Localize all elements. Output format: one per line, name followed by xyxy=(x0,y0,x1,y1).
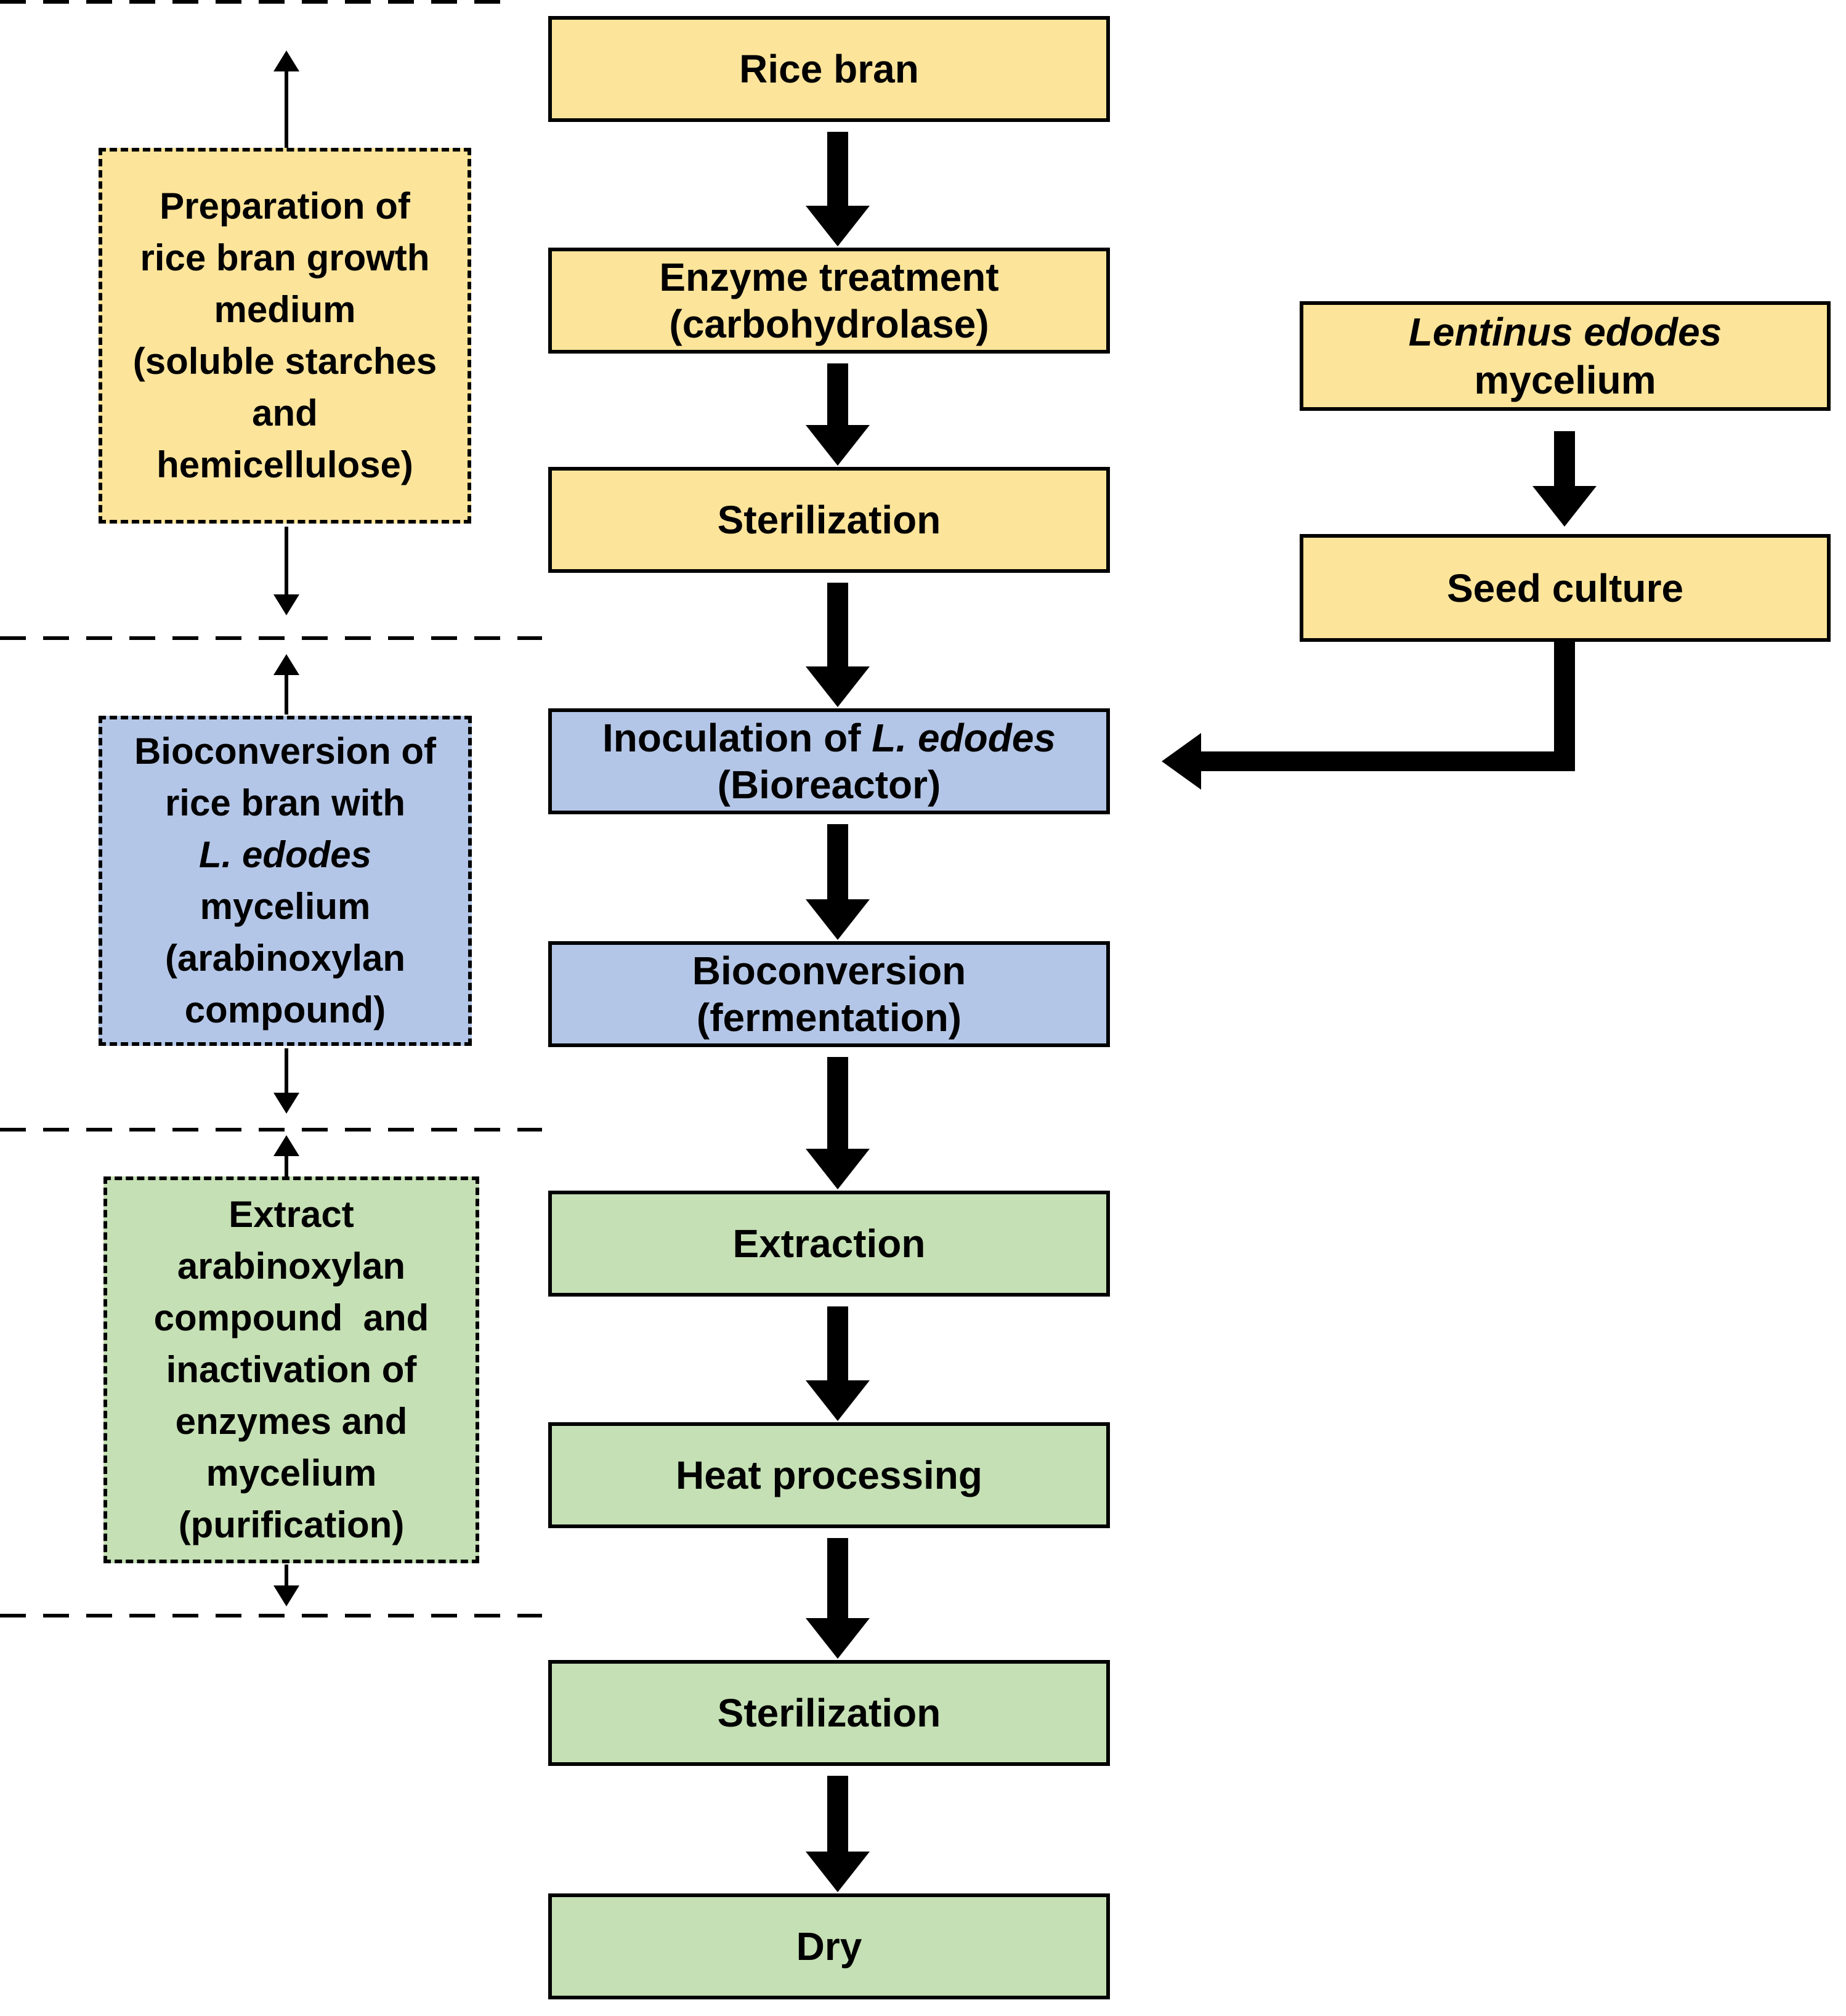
stage-separator-2 xyxy=(0,636,542,640)
stage-box-bioconversion xyxy=(99,716,472,1046)
stage-box-line: medium xyxy=(214,289,356,330)
flow-box-label: Sterilization xyxy=(717,498,941,542)
stage3-up-arrow-icon xyxy=(285,1156,288,1176)
stage-box-line: inactivation of xyxy=(166,1349,417,1390)
arrow-sterilization-to-dry-icon xyxy=(827,1776,848,1852)
flow-box-label: (Bioreactor) xyxy=(717,763,941,807)
flow-box-extraction xyxy=(548,1191,1110,1297)
stage-box-line: enzymes and xyxy=(175,1401,408,1442)
flow-box-label: (carbohydrolase) xyxy=(669,302,989,346)
flow-box-label: mycelium xyxy=(1474,358,1656,402)
flow-box-enzyme-treatment xyxy=(548,248,1110,354)
arrow-rice-bran-to-enzyme-icon xyxy=(827,132,848,206)
arrow-enzyme-to-sterilization-icon xyxy=(827,363,848,425)
stage-separator-3 xyxy=(0,1128,542,1131)
flow-box-label: Extraction xyxy=(732,1221,926,1266)
stage-box-line: (soluble starches xyxy=(132,341,437,382)
stage-box-line: hemicellulose) xyxy=(156,444,413,485)
flow-box-seed-culture xyxy=(1300,534,1831,642)
elbow-arrow-head-icon xyxy=(1162,733,1201,790)
flow-box-label: Bioconversion xyxy=(692,949,966,993)
flow-box-label: (fermentation) xyxy=(696,995,962,1040)
stage-box-preparation xyxy=(99,148,471,524)
stage-box-line: Extract xyxy=(229,1194,354,1235)
stage3-down-arrow-icon xyxy=(285,1565,288,1585)
stage-box-line: Bioconversion of xyxy=(134,731,437,772)
stage-box-line: arabinoxylan xyxy=(177,1245,406,1287)
arrow-heat-to-sterilization-icon xyxy=(827,1538,848,1618)
flow-box-sterilization-2 xyxy=(548,1660,1110,1766)
flow-box-rice-bran xyxy=(548,16,1110,122)
elbow-arrow-horizontal-segment xyxy=(1201,751,1575,771)
arrow-extraction-to-heat-icon xyxy=(827,1306,848,1380)
stage-box-line: and xyxy=(252,392,318,434)
stage-box-line: rice bran with xyxy=(164,782,406,824)
flow-box-label: Rice bran xyxy=(739,47,919,91)
stage-box-line: compound and xyxy=(153,1297,429,1338)
stage-box-line: compound) xyxy=(184,989,386,1030)
arrow-inoculation-to-bioconversion-icon xyxy=(827,824,848,899)
flow-box-lentinus-mycelium xyxy=(1300,301,1831,411)
flow-box-inoculation xyxy=(548,708,1110,814)
stage-box-line: rice bran growth xyxy=(140,237,430,278)
arrow-sterilization-to-inoculation-icon xyxy=(827,583,848,666)
stage-box-extraction xyxy=(103,1176,479,1563)
stage-box-line: (arabinoxylan xyxy=(164,937,406,979)
stage2-down-arrow-icon xyxy=(285,1048,288,1093)
flow-box-label-species: Lentinus edodes xyxy=(1408,310,1722,354)
stage-separator-1 xyxy=(0,0,502,4)
stage-box-line: Preparation of xyxy=(160,185,410,227)
flow-box-sterilization-1 xyxy=(548,467,1110,573)
flow-box-label: Sterilization xyxy=(717,1691,941,1735)
arrow-mycelium-to-seed-culture-icon xyxy=(1554,431,1575,486)
stage-box-line: mycelium xyxy=(206,1452,377,1494)
stage1-down-arrow-icon xyxy=(285,527,288,594)
flow-box-label xyxy=(552,715,1106,761)
stage2-up-arrow-icon xyxy=(285,675,288,715)
stage-box-line-species: L. edodes xyxy=(198,834,372,875)
stage1-up-arrow-icon xyxy=(285,71,288,148)
flow-box-label: Dry xyxy=(796,1924,862,1969)
flow-box-dry xyxy=(548,1893,1110,1999)
stage-box-line: mycelium xyxy=(200,886,371,927)
flow-box-label: Heat processing xyxy=(676,1453,982,1497)
flow-box-label: Enzyme treatment xyxy=(659,255,999,299)
stage-separator-4 xyxy=(0,1614,542,1617)
inoculation-species: L. edodes xyxy=(872,716,1056,760)
arrow-bioconversion-to-extraction-icon xyxy=(827,1057,848,1149)
inoculation-prefix: Inoculation of xyxy=(602,716,872,760)
flow-box-bioconversion xyxy=(548,941,1110,1047)
stage-box-line: (purification) xyxy=(178,1504,405,1545)
flow-box-heat-processing xyxy=(548,1422,1110,1528)
flow-box-label: Seed culture xyxy=(1446,565,1684,610)
